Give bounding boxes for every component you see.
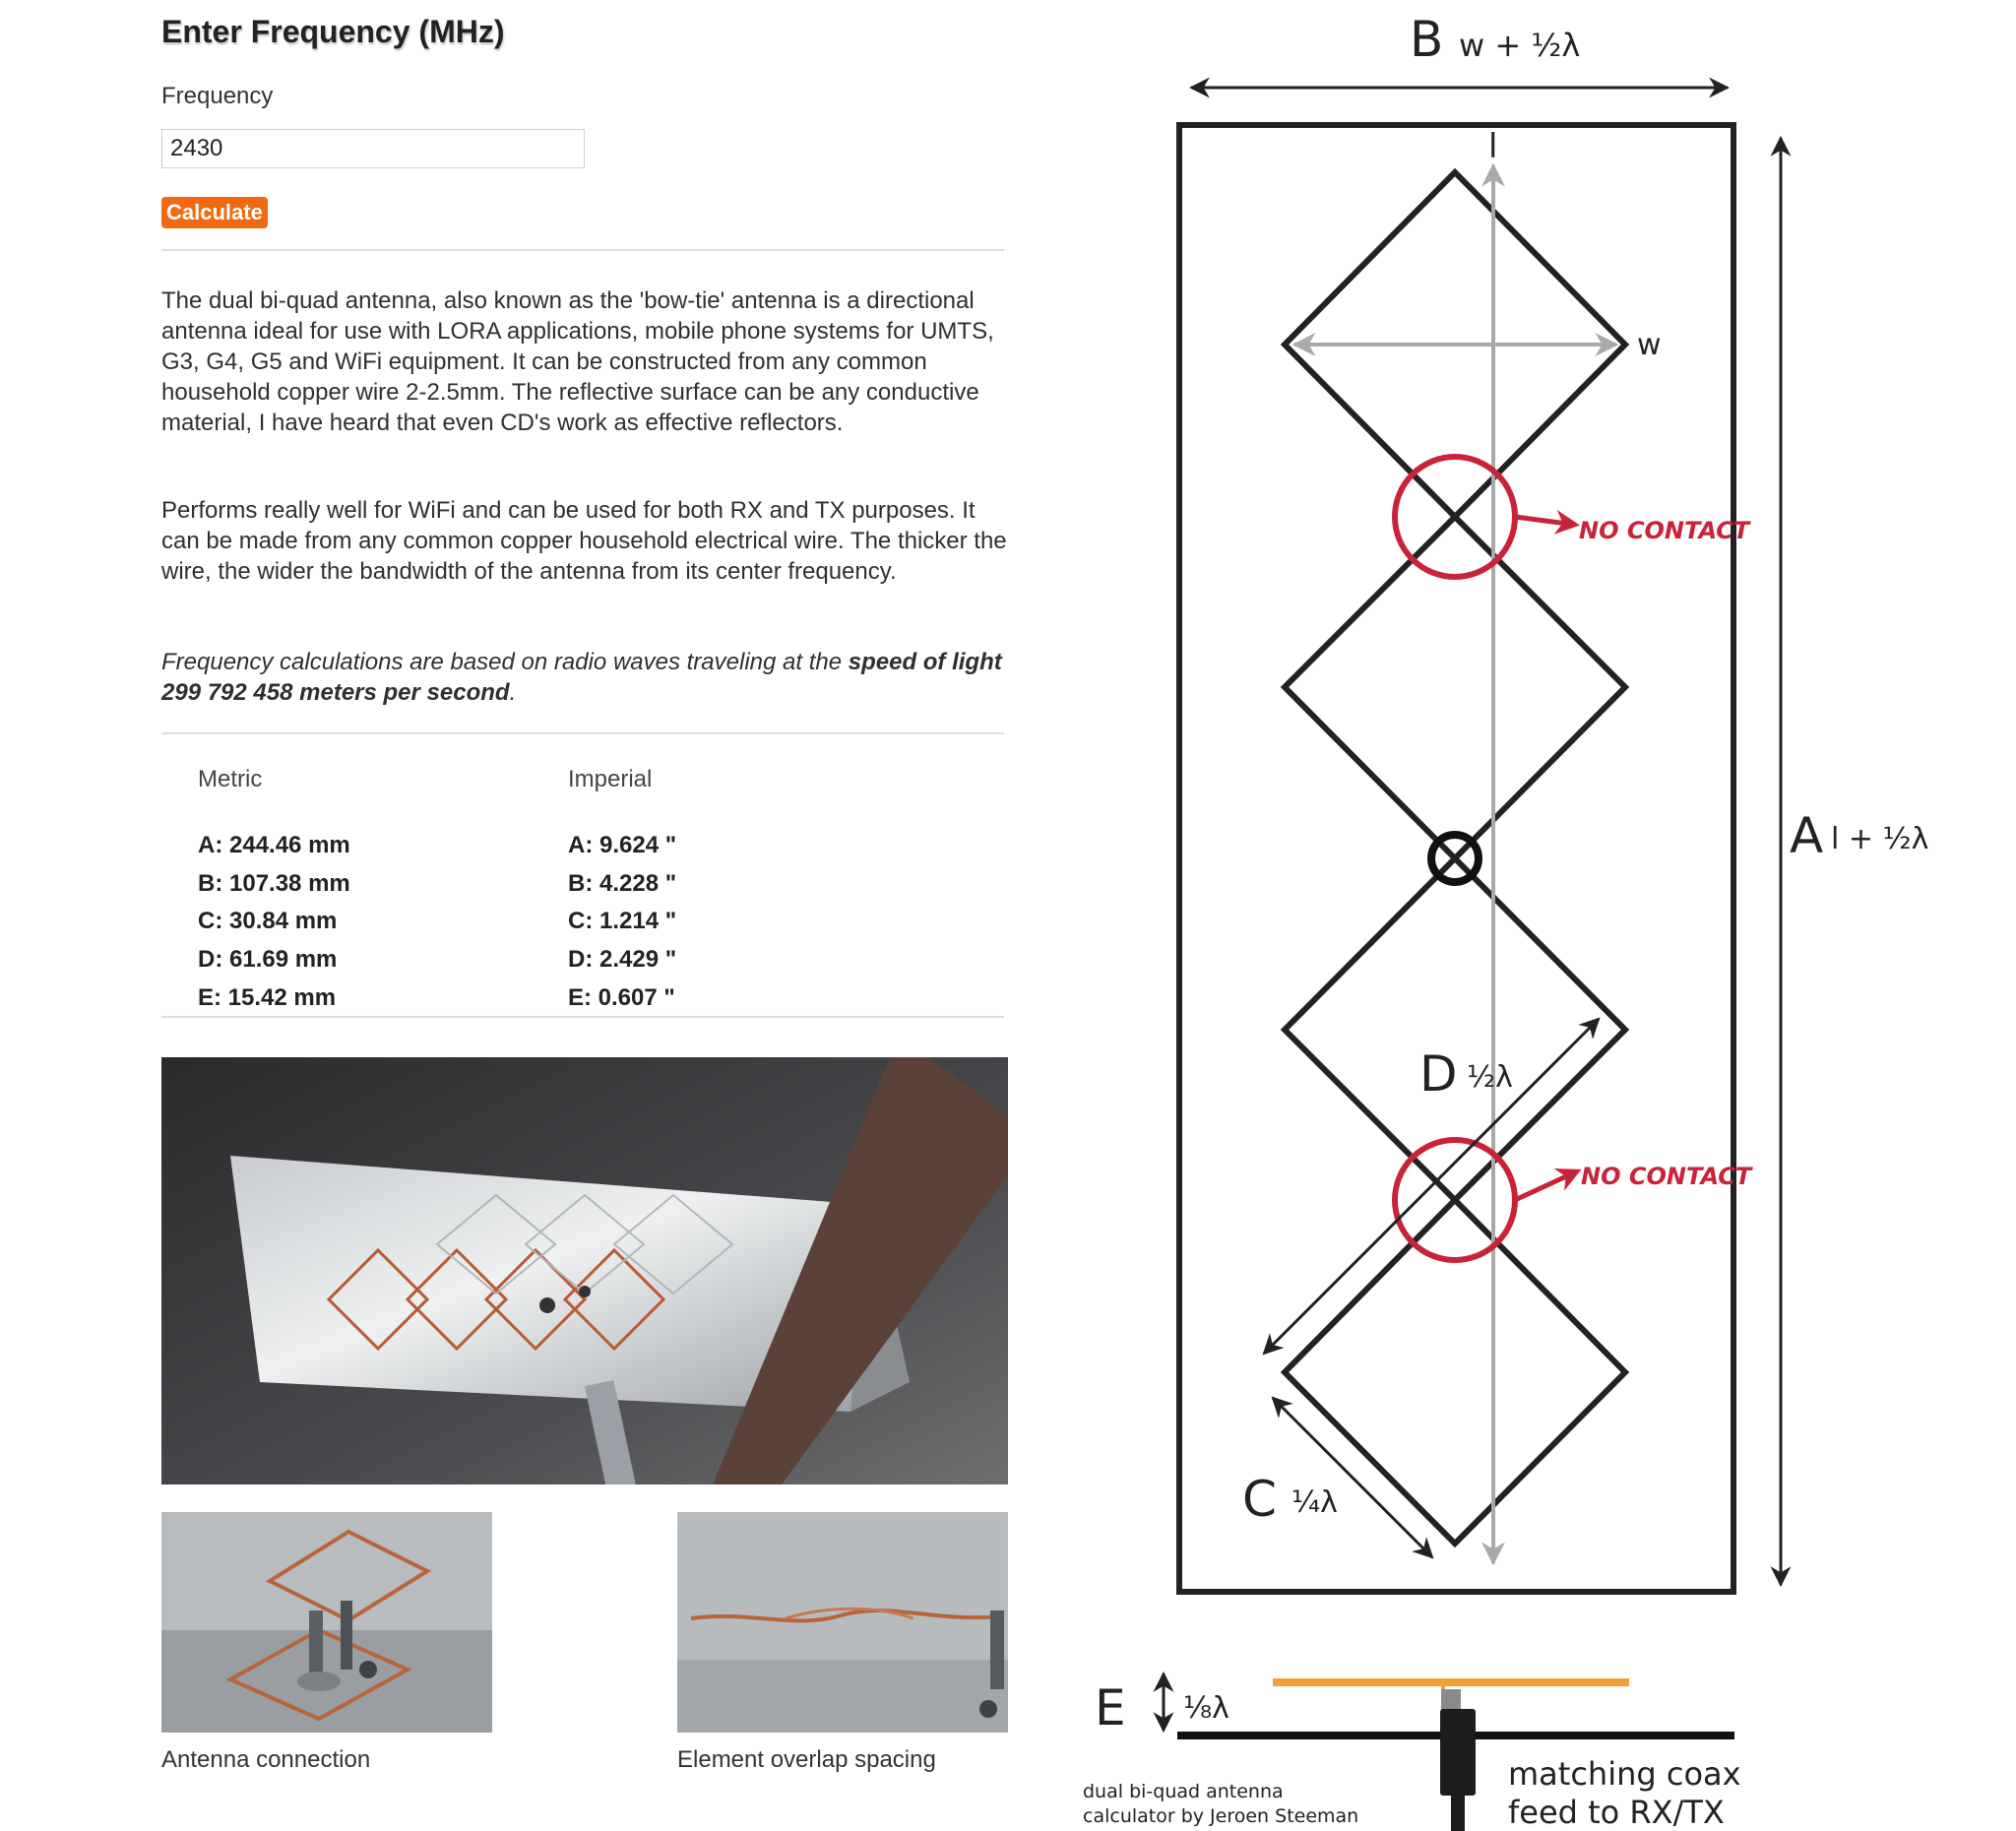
element-spacing-photo <box>677 1512 1008 1733</box>
divider <box>161 732 1004 734</box>
metric-a: A: 244.46 mm <box>198 832 350 858</box>
element-spacing-illustration <box>677 1512 1008 1733</box>
divider <box>161 249 1004 251</box>
no-contact-arrow-1 <box>1515 517 1575 525</box>
frequency-input[interactable] <box>161 129 585 168</box>
l-label: l <box>1488 127 1498 166</box>
metric-header: Metric <box>198 766 263 792</box>
page-title: Enter Frequency (MHz) <box>161 14 505 49</box>
d-formula: ½λ <box>1467 1060 1513 1095</box>
metric-d: D: 61.69 mm <box>198 946 338 973</box>
antenna-photo-illustration <box>161 1057 1008 1484</box>
d-letter: D <box>1419 1045 1458 1103</box>
c-dimension-arrow <box>1273 1398 1432 1557</box>
description-paragraph-1: The dual bi-quad antenna, also known as the 'bow-tie' antenna is a directional antenna ideal for use with LORA applications, mobile phone systems for UMTS, G3, G4, G5 and WiFi equipment. It can be constructed from any common household copper wire 2-2.5mm. The reflective surface can be any conductive material, I have heard that even CD's work as effective reflectors. <box>161 287 994 436</box>
speed-of-light-note: Frequency calculations are based on radio waves traveling at the speed of light 299 792 458 meters per second. <box>161 649 1002 706</box>
b-letter: B <box>1410 11 1444 68</box>
imperial-c: C: 1.214 " <box>568 908 677 934</box>
antenna-connection-illustration <box>161 1512 492 1733</box>
bi-quad-diagram <box>1063 0 2016 1831</box>
no-contact-label-1: NO CONTACT <box>1579 517 1750 544</box>
coax-connector <box>1440 1709 1476 1796</box>
imperial-e: E: 0.607 " <box>568 984 675 1011</box>
calculate-button[interactable]: Calculate <box>161 197 268 228</box>
antenna-photo <box>161 1057 1008 1484</box>
imperial-d: D: 2.429 " <box>568 946 677 973</box>
w-label: w <box>1637 328 1662 362</box>
metric-c: C: 30.84 mm <box>198 908 338 934</box>
caption-antenna-connection: Antenna connection <box>161 1746 371 1773</box>
divider <box>161 1016 1004 1018</box>
e-letter: E <box>1095 1679 1126 1736</box>
loop-2 <box>1285 517 1625 858</box>
a-letter: A <box>1790 807 1824 864</box>
coax-note-line-1: matching coax <box>1508 1755 1741 1793</box>
description-paragraph-2: Performs really well for WiFi and can be used for both RX and TX purposes. It can be made from any common copper household electrical wire. The thicker the wire, the wider the bandwidth of the antenna from its center frequency. <box>161 497 1007 585</box>
imperial-header: Imperial <box>568 766 653 792</box>
b-formula: w + ½λ <box>1459 27 1581 64</box>
caption-element-spacing: Element overlap spacing <box>677 1746 936 1773</box>
credit-line-2: calculator by Jeroen Steeman <box>1083 1805 1359 1827</box>
no-contact-label-2: NO CONTACT <box>1581 1163 1752 1190</box>
frequency-label: Frequency <box>161 83 274 109</box>
credit-line-1: dual bi-quad antenna <box>1083 1781 1284 1802</box>
a-formula: l + ½λ <box>1831 822 1929 856</box>
imperial-a: A: 9.624 " <box>568 832 677 858</box>
c-formula: ¼λ <box>1292 1485 1338 1520</box>
antenna-connection-photo <box>161 1512 492 1733</box>
e-formula: ⅛λ <box>1183 1691 1229 1726</box>
metric-b: B: 107.38 mm <box>198 870 350 897</box>
metric-e: E: 15.42 mm <box>198 984 337 1011</box>
coax-note-line-2: feed to RX/TX <box>1508 1794 1725 1831</box>
imperial-b: B: 4.228 " <box>568 870 677 897</box>
no-contact-arrow-2 <box>1515 1171 1577 1200</box>
loop-3 <box>1285 858 1625 1200</box>
c-letter: C <box>1242 1471 1277 1528</box>
